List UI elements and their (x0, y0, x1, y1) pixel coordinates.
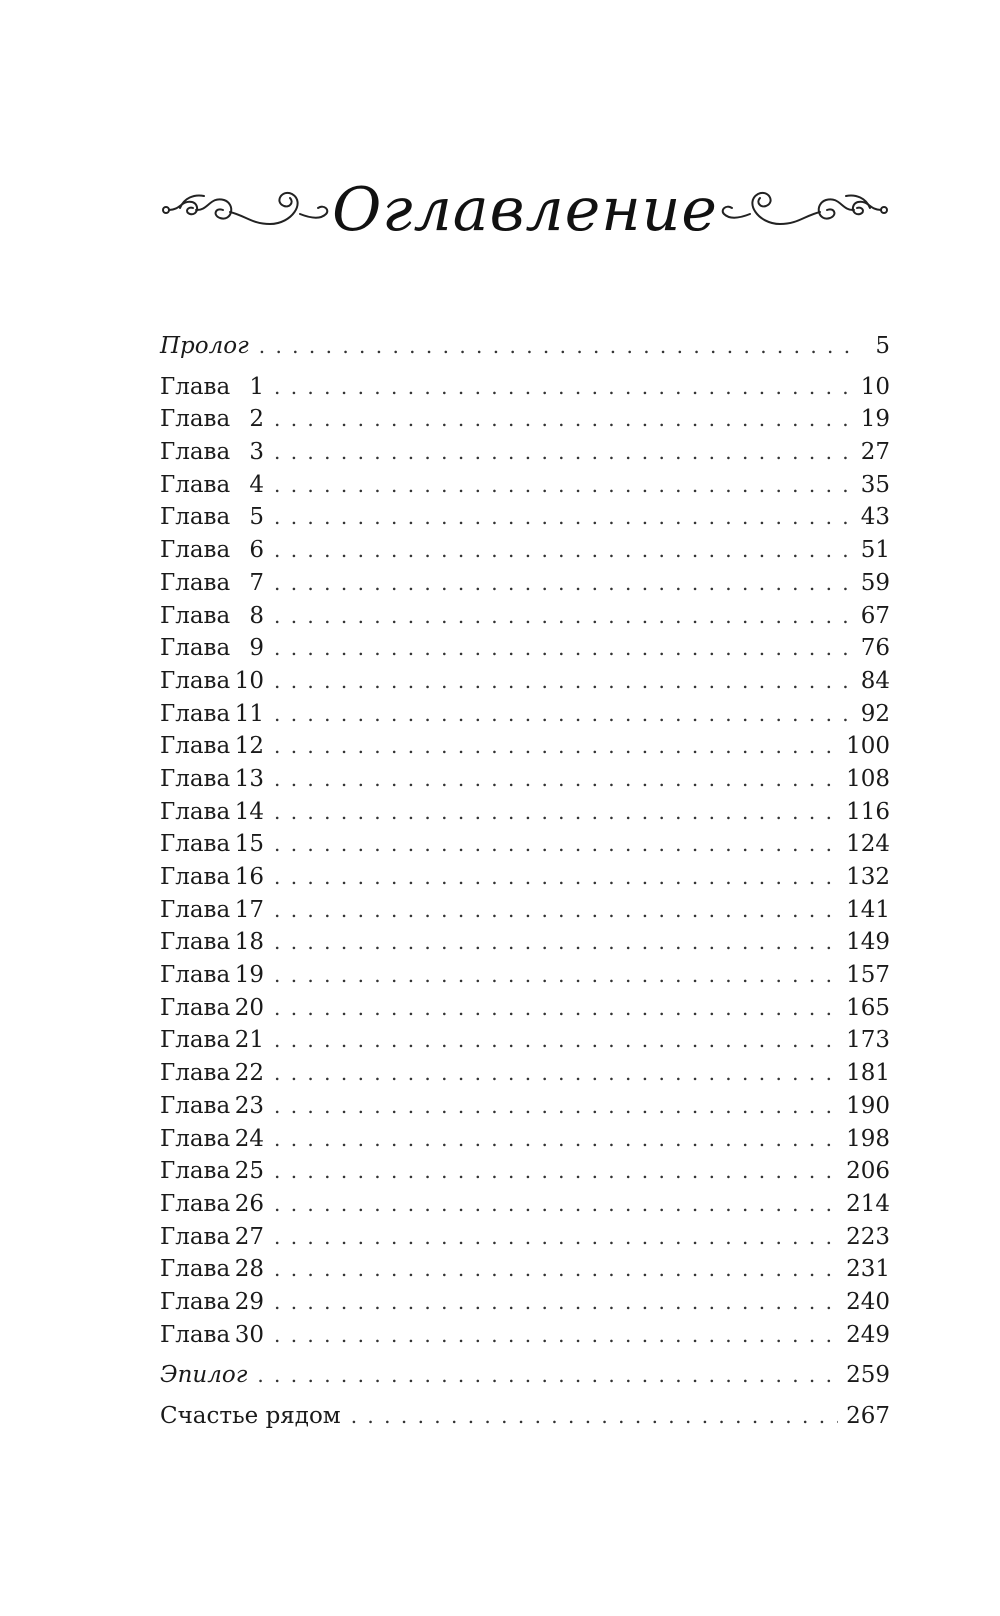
chapter-word: Глава (160, 1223, 231, 1250)
entry-page-number: 84 (860, 667, 890, 694)
chapter-number: 30 (234, 1321, 264, 1348)
toc-entry-chapter[interactable] (160, 698, 890, 731)
toc-entry-chapter[interactable] (160, 501, 890, 534)
entry-page-number: 223 (846, 1223, 890, 1250)
dot-leader (274, 1319, 838, 1352)
chapter-number: 27 (234, 1223, 264, 1250)
chapter-number: 29 (234, 1288, 264, 1315)
toc-entry-chapter[interactable] (160, 763, 890, 796)
entry-page-number: 124 (846, 831, 890, 858)
flourish-right-icon (720, 180, 890, 240)
entry-label (160, 1057, 264, 1090)
dot-leader (274, 926, 838, 959)
chapter-number: 24 (234, 1125, 264, 1152)
entry-label (160, 501, 264, 534)
toc-entry-chapter[interactable] (160, 403, 890, 436)
toc-entry-chapter[interactable] (160, 894, 890, 927)
entry-page-number: 35 (860, 471, 890, 498)
toc-entry-chapter[interactable] (160, 1253, 890, 1286)
chapter-word: Глава (160, 1321, 231, 1348)
entry-page-number: 190 (846, 1092, 890, 1119)
chapter-word: Глава (160, 864, 231, 890)
chapter-word: Глава (160, 1125, 231, 1152)
entry-page-number: 19 (860, 406, 890, 433)
chapter-word: Глава (160, 733, 231, 760)
entry-page-number: 67 (860, 602, 890, 629)
entry-label (160, 1123, 264, 1156)
chapter-word: Глава (160, 962, 231, 989)
dot-leader (274, 763, 838, 796)
dot-leader (259, 330, 858, 363)
chapter-word: Глава (160, 373, 231, 400)
chapter-number: 2 (249, 406, 264, 433)
chapter-word: Глава (160, 1190, 231, 1217)
entry-label (160, 469, 264, 502)
toc-entry-chapter[interactable] (160, 371, 890, 404)
chapter-number: 28 (234, 1256, 264, 1283)
entry-label: Эпилог (160, 1362, 248, 1389)
entry-label (160, 371, 264, 404)
entry-page-number: 5 (875, 333, 890, 359)
toc-header (160, 160, 890, 260)
entry-page-number: 149 (846, 929, 890, 956)
entry-page-number: 249 (846, 1321, 890, 1348)
toc-entry-chapter[interactable] (160, 992, 890, 1025)
chapter-word: Глава (160, 1092, 231, 1119)
chapter-word: Глава (160, 929, 231, 956)
chapter-word: Глава (160, 1060, 231, 1087)
dot-leader (257, 1359, 838, 1392)
dot-leader (274, 501, 853, 534)
chapter-word: Глава (160, 994, 231, 1021)
entry-page-number: 259 (846, 1362, 890, 1389)
dot-leader (274, 1155, 838, 1188)
dot-leader (274, 796, 838, 829)
entry-page-number: 267 (846, 1403, 890, 1429)
chapter-word: Глава (160, 1027, 231, 1054)
chapter-number: 11 (234, 700, 264, 727)
toc-entry-chapter[interactable] (160, 1286, 890, 1319)
entry-label (160, 926, 264, 959)
dot-leader (274, 1123, 838, 1156)
chapter-number: 15 (234, 831, 264, 858)
dot-leader (274, 1286, 838, 1319)
toc-entry-chapter[interactable] (160, 534, 890, 567)
entry-label (160, 730, 264, 763)
entry-label (160, 894, 264, 927)
entry-page-number: 43 (860, 504, 890, 531)
toc-entry-chapter[interactable] (160, 926, 890, 959)
chapter-number: 7 (249, 569, 264, 596)
chapter-number: 25 (234, 1158, 264, 1185)
dot-leader (274, 959, 838, 992)
entry-page-number: 76 (860, 635, 890, 662)
dot-leader (274, 992, 838, 1025)
entry-label (160, 1221, 264, 1254)
dot-leader (274, 698, 853, 731)
dot-leader (274, 469, 853, 502)
chapter-word: Глава (160, 504, 231, 531)
chapter-word: Глава (160, 471, 231, 498)
toc-entry-chapter[interactable] (160, 1155, 890, 1188)
entry-label (160, 665, 264, 698)
chapter-number: 5 (249, 504, 264, 531)
dot-leader (351, 1400, 838, 1433)
entry-label (160, 600, 264, 633)
chapter-number: 9 (249, 635, 264, 662)
toc-entry-chapter[interactable] (160, 567, 890, 600)
entry-page-number: 157 (846, 962, 890, 989)
toc-entry-chapter[interactable] (160, 469, 890, 502)
toc-entry-chapter[interactable] (160, 1221, 890, 1254)
chapter-number: 16 (234, 864, 264, 890)
toc-entry-chapter[interactable] (160, 1123, 890, 1156)
toc-entry-chapter[interactable] (160, 1057, 890, 1090)
chapter-word: Глава (160, 896, 231, 923)
entry-page-number: 116 (846, 798, 890, 825)
entry-label (160, 796, 264, 829)
chapter-word: Глава (160, 635, 231, 662)
entry-page-number: 51 (860, 537, 890, 564)
entry-label (160, 763, 264, 796)
dot-leader (274, 632, 853, 665)
dot-leader (274, 436, 853, 469)
chapter-list (160, 371, 890, 1352)
entry-label (160, 632, 264, 665)
chapter-number: 8 (249, 602, 264, 629)
toc-entry-chapter[interactable] (160, 1319, 890, 1352)
entry-page-number: 108 (846, 765, 890, 792)
dot-leader (274, 534, 853, 567)
entry-label (160, 1024, 264, 1057)
toc-entry-chapter[interactable] (160, 665, 890, 698)
entry-label (160, 1286, 264, 1319)
entry-page-number: 165 (846, 994, 890, 1021)
dot-leader (274, 1253, 838, 1286)
entry-label (160, 436, 264, 469)
chapter-number: 22 (234, 1060, 264, 1087)
toc-entry-chapter[interactable] (160, 1024, 890, 1057)
dot-leader (274, 567, 853, 600)
entry-label (160, 992, 264, 1025)
chapter-number: 14 (234, 798, 264, 825)
chapter-word: Глава (160, 765, 231, 792)
entry-label (160, 959, 264, 992)
dot-leader (274, 1188, 838, 1221)
chapter-word: Глава (160, 1256, 231, 1283)
chapter-number: 10 (234, 667, 264, 694)
chapter-number: 26 (234, 1190, 264, 1217)
entry-page-number: 198 (846, 1125, 890, 1152)
chapter-number: 17 (234, 896, 264, 923)
chapter-number: 13 (234, 765, 264, 792)
dot-leader (274, 1057, 838, 1090)
toc-entry-chapter[interactable] (160, 959, 890, 992)
dot-leader (274, 403, 853, 436)
entry-page-number: 59 (860, 569, 890, 596)
toc-entry-chapter[interactable] (160, 828, 890, 861)
chapter-number: 3 (249, 439, 264, 466)
chapter-word: Глава (160, 1158, 231, 1185)
entry-page-number: 100 (846, 733, 890, 760)
entry-label (160, 403, 264, 436)
entry-page-number: 214 (846, 1190, 890, 1217)
chapter-word: Глава (160, 537, 231, 564)
chapter-word: Глава (160, 831, 231, 858)
chapter-word: Глава (160, 798, 231, 825)
dot-leader (274, 665, 853, 698)
chapter-word: Глава (160, 700, 231, 727)
dot-leader (274, 894, 838, 927)
entry-page-number: 240 (846, 1288, 890, 1315)
chapter-number: 4 (249, 471, 264, 498)
page-title: Оглавление (332, 175, 718, 245)
dot-leader (274, 730, 838, 763)
toc-entry-chapter[interactable] (160, 861, 890, 894)
entry-page-number: 141 (846, 896, 890, 923)
dot-leader (274, 1024, 838, 1057)
entry-label (160, 1155, 264, 1188)
chapter-number: 19 (234, 962, 264, 989)
entry-label (160, 828, 264, 861)
toc-entry-prologue[interactable] (160, 330, 890, 363)
chapter-word: Глава (160, 406, 231, 433)
entry-page-number: 173 (846, 1027, 890, 1054)
entry-label (160, 1319, 264, 1352)
entry-page-number: 231 (846, 1256, 890, 1283)
chapter-word: Глава (160, 667, 231, 694)
toc-entry-chapter[interactable] (160, 1090, 890, 1123)
toc-entry-epilogue[interactable] (160, 1359, 890, 1392)
chapter-number: 12 (234, 733, 264, 760)
dot-leader (274, 1221, 838, 1254)
chapter-number: 21 (234, 1027, 264, 1054)
dot-leader (274, 861, 838, 894)
chapter-number: 6 (249, 537, 264, 564)
chapter-word: Глава (160, 1288, 231, 1315)
entry-label (160, 1188, 264, 1221)
chapter-number: 23 (234, 1092, 264, 1119)
chapter-number: 20 (234, 994, 264, 1021)
entry-label (160, 861, 264, 894)
entry-page-number: 181 (846, 1060, 890, 1087)
entry-page-number: 132 (846, 864, 890, 890)
entry-label (160, 534, 264, 567)
toc-entry-chapter[interactable] (160, 436, 890, 469)
dot-leader (274, 1090, 838, 1123)
entry-label (160, 1253, 264, 1286)
entry-label: Пролог (160, 333, 249, 359)
entry-page-number: 92 (860, 700, 890, 727)
toc-entry-bonus[interactable] (160, 1400, 890, 1433)
toc-entry-chapter[interactable] (160, 1188, 890, 1221)
flourish-left-icon (160, 180, 330, 240)
entry-label (160, 567, 264, 600)
chapter-word: Глава (160, 602, 231, 629)
toc-entry-chapter[interactable] (160, 796, 890, 829)
dot-leader (274, 600, 853, 633)
chapter-word: Глава (160, 439, 231, 466)
dot-leader (274, 371, 853, 404)
entry-page-number: 10 (860, 373, 890, 400)
entry-label (160, 698, 264, 731)
dot-leader (274, 828, 838, 861)
toc-entry-chapter[interactable] (160, 730, 890, 763)
chapter-number: 18 (234, 929, 264, 956)
entry-page-number: 206 (846, 1158, 890, 1185)
toc-entry-chapter[interactable] (160, 632, 890, 665)
entry-page-number: 27 (860, 439, 890, 466)
table-of-contents (160, 330, 890, 1433)
chapter-word: Глава (160, 569, 231, 596)
entry-label: Счастье рядом (160, 1403, 341, 1429)
chapter-number: 1 (249, 373, 264, 400)
toc-entry-chapter[interactable] (160, 600, 890, 633)
entry-label (160, 1090, 264, 1123)
